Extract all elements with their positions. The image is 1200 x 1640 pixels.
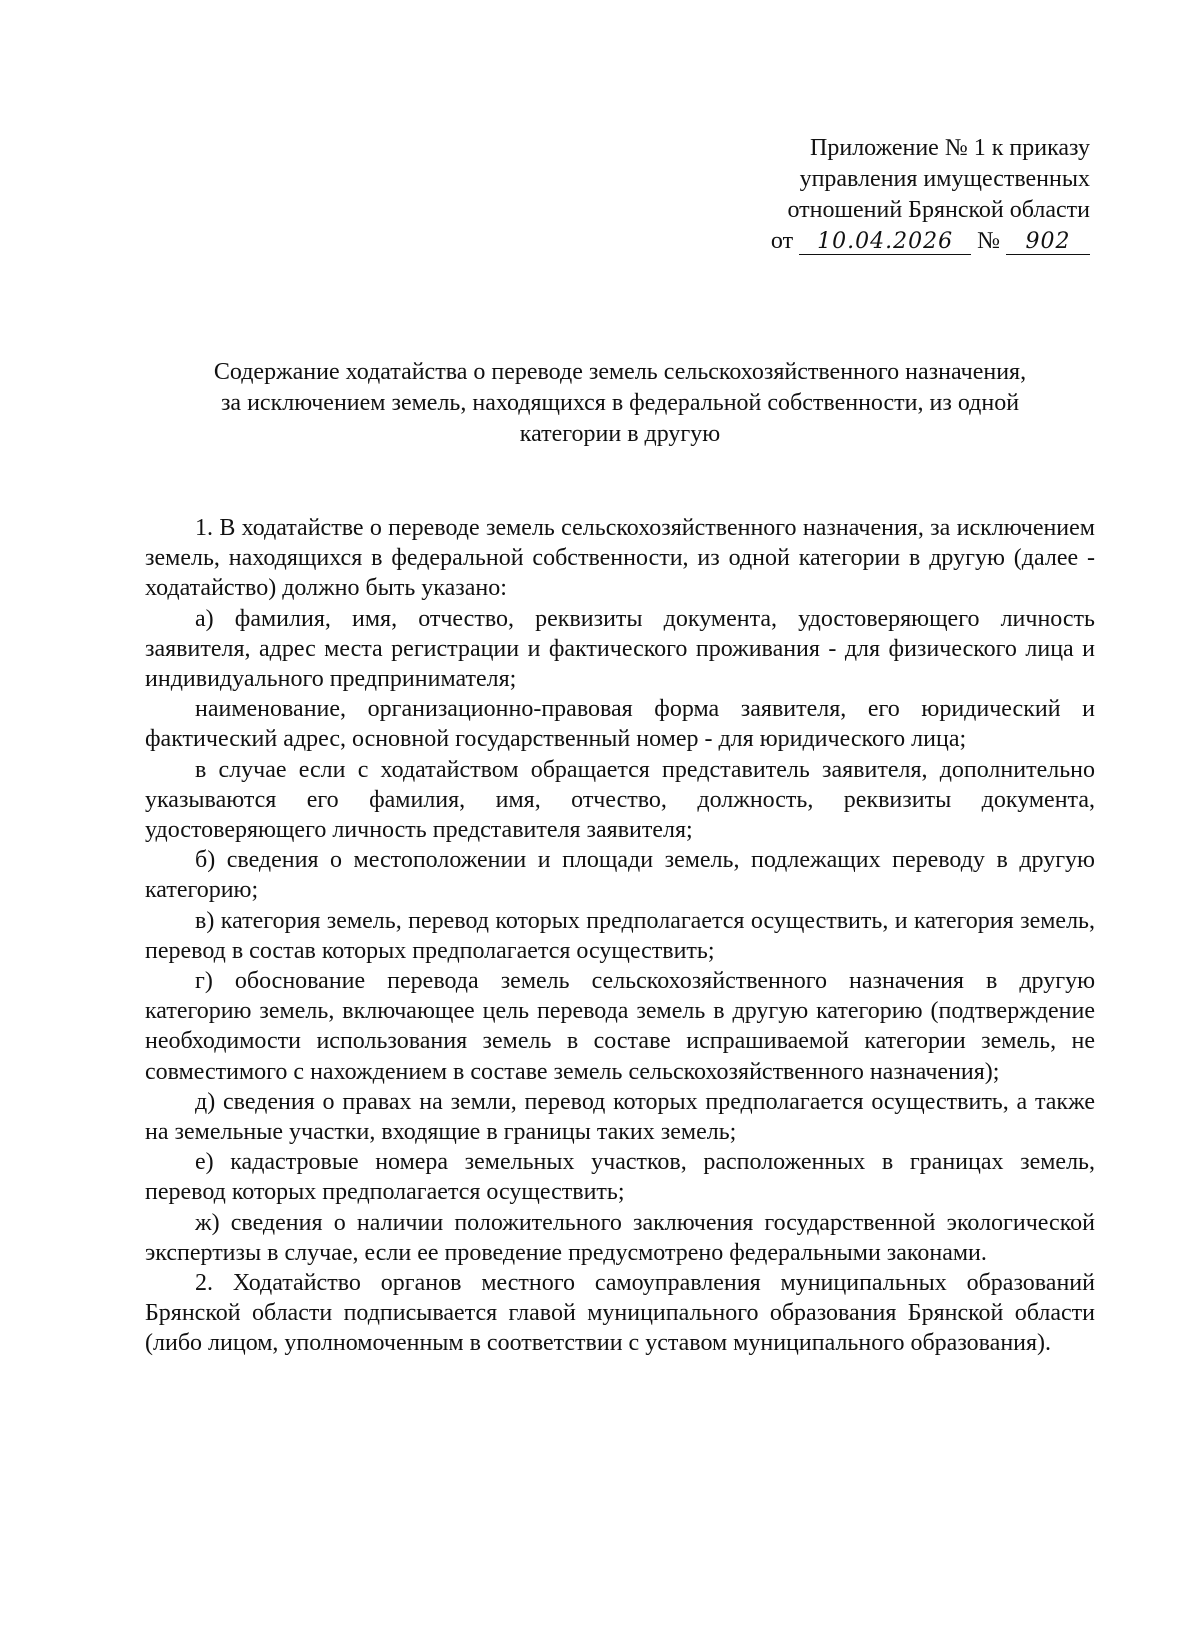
number-prefix: № — [977, 228, 1000, 254]
appendix-line-2: управления имущественных — [799, 166, 1090, 192]
appendix-line-1: Приложение № 1 к приказу — [810, 135, 1090, 161]
title-line-1: Содержание ходатайства о переводе земель сельскохозяйственного назначения, — [213, 359, 1027, 385]
paragraph-1: 1. В ходатайстве о переводе земель сельскохозяйственного назначения, за исключением земель, находящихся в федеральной собственности, из одной категории в другую (далее - ходатайство) должно быть указано: — [145, 515, 1095, 602]
document-title — [140, 357, 1100, 450]
date-prefix: от — [770, 228, 794, 254]
paragraph-item-a: а) фамилия, имя, отчество, реквизиты документа, удостоверяющего личность заявителя, адрес места регистрации и фактического проживания - для физического лица и индивидуального предпринимателя; — [145, 605, 1095, 693]
title-line-3: категории в другую — [519, 421, 721, 447]
paragraph-2: 2. Ходатайство органов местного самоуправления муниципальных образований Брянской области подписывается главой муниципального образования Брянской области (либо лицом, уполномоченным в соответствии с уставом муниципального образования). — [145, 1270, 1095, 1357]
appendix-line-3: отношений Брянской области — [787, 197, 1090, 223]
appendix-date-number-line — [570, 226, 1090, 257]
paragraph-legal-entity: наименование, организационно-правовая форма заявителя, его юридический и фактический адрес, основной государственный номер - для юридического лица; — [145, 696, 1095, 753]
paragraph-item-v: в) категория земель, перевод которых предполагается осуществить, и категория земель, перевод в состав которых предполагается осуществить; — [145, 907, 1095, 964]
paragraph-item-e: е) кадастровые номера земельных участков, расположенных в границах земель, перевод которых предполагается осуществить; — [145, 1149, 1095, 1206]
paragraph-item-d: д) сведения о правах на земли, перевод которых предполагается осуществить, а также на земельные участки, входящие в границы таких земель; — [145, 1088, 1095, 1146]
handwritten-date: 10.04.2026 — [799, 230, 971, 255]
handwritten-number: 902 — [1006, 230, 1090, 255]
paragraph-item-zh: ж) сведения о наличии положительного заключения государственной экологической экспертизы в случае, если ее проведение предусмотрено федеральными законами. — [145, 1209, 1095, 1266]
paragraph-representative: в случае если с ходатайством обращается представитель заявителя, дополнительно указываются его фамилия, имя, отчество, должность, реквизиты документа, удостоверяющего личность представителя заявителя; — [145, 756, 1095, 844]
paragraph-item-b: б) сведения о местоположении и площади земель, подлежащих переводу в другую категорию; — [145, 847, 1095, 904]
appendix-header — [570, 133, 1090, 257]
document-body — [145, 513, 1095, 1359]
title-line-2: за исключением земель, находящихся в федеральной собственности, из одной — [220, 390, 1020, 416]
paragraph-item-g: г) обоснование перевода земель сельскохозяйственного назначения в другую категорию земель, включающее цель перевода земель в другую категорию (подтверждение необходимости использования земель в составе испрашиваемой категории земель, не совместимого с нахождением в составе земель сельскохозяйственного назначения); — [145, 968, 1095, 1085]
